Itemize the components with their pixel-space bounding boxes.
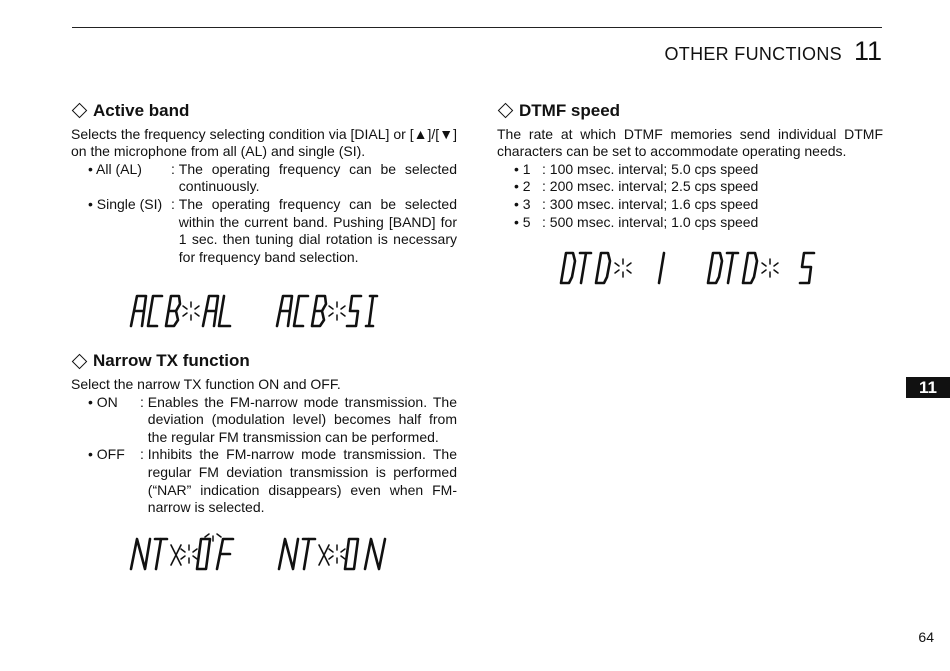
item-text: 500 msec. interval; 1.0 cps speed xyxy=(549,213,759,230)
item-label: • 2 xyxy=(514,178,531,195)
dtmf-speed-heading xyxy=(497,102,883,120)
narrow-tx-heading xyxy=(71,352,457,370)
list-item: • OFF : Inhibits the FM-narrow mode transmission. The regular FM deviation transmission is performed (“NAR” indication disappears) even when FM-narrow is selected. xyxy=(71,446,457,516)
page-header xyxy=(664,36,882,67)
section-title: OTHER FUNCTIONS xyxy=(664,44,842,64)
active-band-intro: Selects the frequency selecting condition via [DIAL] or [▲]/[▼] on the microphone from all (AL) and single (SI). xyxy=(71,125,457,160)
lcd-display-dtd-1 xyxy=(559,247,674,287)
lcd-display-acb-al xyxy=(129,290,239,330)
chapter-tab: 11 xyxy=(906,377,950,398)
chapter-number: 11 xyxy=(853,36,882,66)
item-text: 100 msec. interval; 5.0 cps speed xyxy=(549,160,759,177)
dtmf-speed-title: DTMF speed xyxy=(519,101,621,120)
lcd-display-dtd-5 xyxy=(706,247,821,287)
item-label: • All (AL) xyxy=(88,160,142,177)
item-label: • 1 xyxy=(514,160,531,177)
item-label: • 5 xyxy=(514,213,531,230)
lcd-display-acb-si xyxy=(275,290,385,330)
list-item: • 5 : 500 msec. interval; 1.0 cps speed xyxy=(497,214,883,232)
diamond-bullet-icon xyxy=(72,353,88,369)
page-number: 64 xyxy=(918,629,934,645)
lcd-display-ntx-of xyxy=(129,533,241,573)
left-column xyxy=(71,102,457,573)
narrow-tx-intro: Select the narrow TX function ON and OFF. xyxy=(71,375,341,392)
item-label: • OFF xyxy=(88,446,125,463)
dtmf-speed-intro: The rate at which DTMF memories send individual DTMF characters can be set to accommodate operating needs. xyxy=(497,125,883,160)
narrow-tx-title: Narrow TX function xyxy=(93,351,250,371)
item-text: Inhibits the FM-narrow mode transmission. The regular FM deviation transmission is performed (“NAR” indication disappears) even when FM-narrow is selected. xyxy=(147,446,457,516)
item-label: • 3 xyxy=(514,195,531,212)
lcd-display-ntx-on xyxy=(277,533,389,573)
item-label: • Single (SI) xyxy=(88,195,163,212)
list-item: • 2 : 200 msec. interval; 2.5 cps speed xyxy=(497,178,883,196)
list-item: • All (AL) : The operating frequency can be selected continuously. xyxy=(71,161,457,196)
active-band-heading xyxy=(71,102,457,120)
diamond-bullet-icon xyxy=(72,103,88,119)
diamond-bullet-icon xyxy=(498,103,514,119)
narrow-tx-displays xyxy=(129,533,457,573)
item-text: The operating frequency can be selected continuously. xyxy=(178,160,457,195)
item-label: • ON xyxy=(88,393,118,410)
header-rule xyxy=(72,27,882,28)
list-item: • 3 : 300 msec. interval; 1.6 cps speed xyxy=(497,196,883,214)
active-band-displays xyxy=(129,290,457,330)
item-text: 200 msec. interval; 2.5 cps speed xyxy=(549,178,759,195)
right-column xyxy=(497,102,883,287)
dtmf-speed-displays xyxy=(559,247,883,287)
item-text: 300 msec. interval; 1.6 cps speed xyxy=(549,195,759,212)
item-text: Enables the FM-narrow mode transmission. The deviation (modulation level) becomes half from the regular FM transmission can be performed. xyxy=(147,393,457,445)
list-item: • 1 : 100 msec. interval; 5.0 cps speed xyxy=(497,161,883,179)
item-text: The operating frequency can be selected within the current band. Pushing [BAND] for 1 sec. then tuning dial rotation is necessary for frequency band selection. xyxy=(178,195,457,265)
active-band-title: Active band xyxy=(93,101,190,120)
list-item: • ON : Enables the FM-narrow mode transmission. The deviation (modulation level) becomes half from the regular FM transmission can be performed. xyxy=(71,394,457,447)
list-item: • Single (SI) : The operating frequency can be selected within the current band. Pushing [BAND] for 1 sec. then tuning dial rotation is necessary for frequency band selection. xyxy=(71,196,457,266)
